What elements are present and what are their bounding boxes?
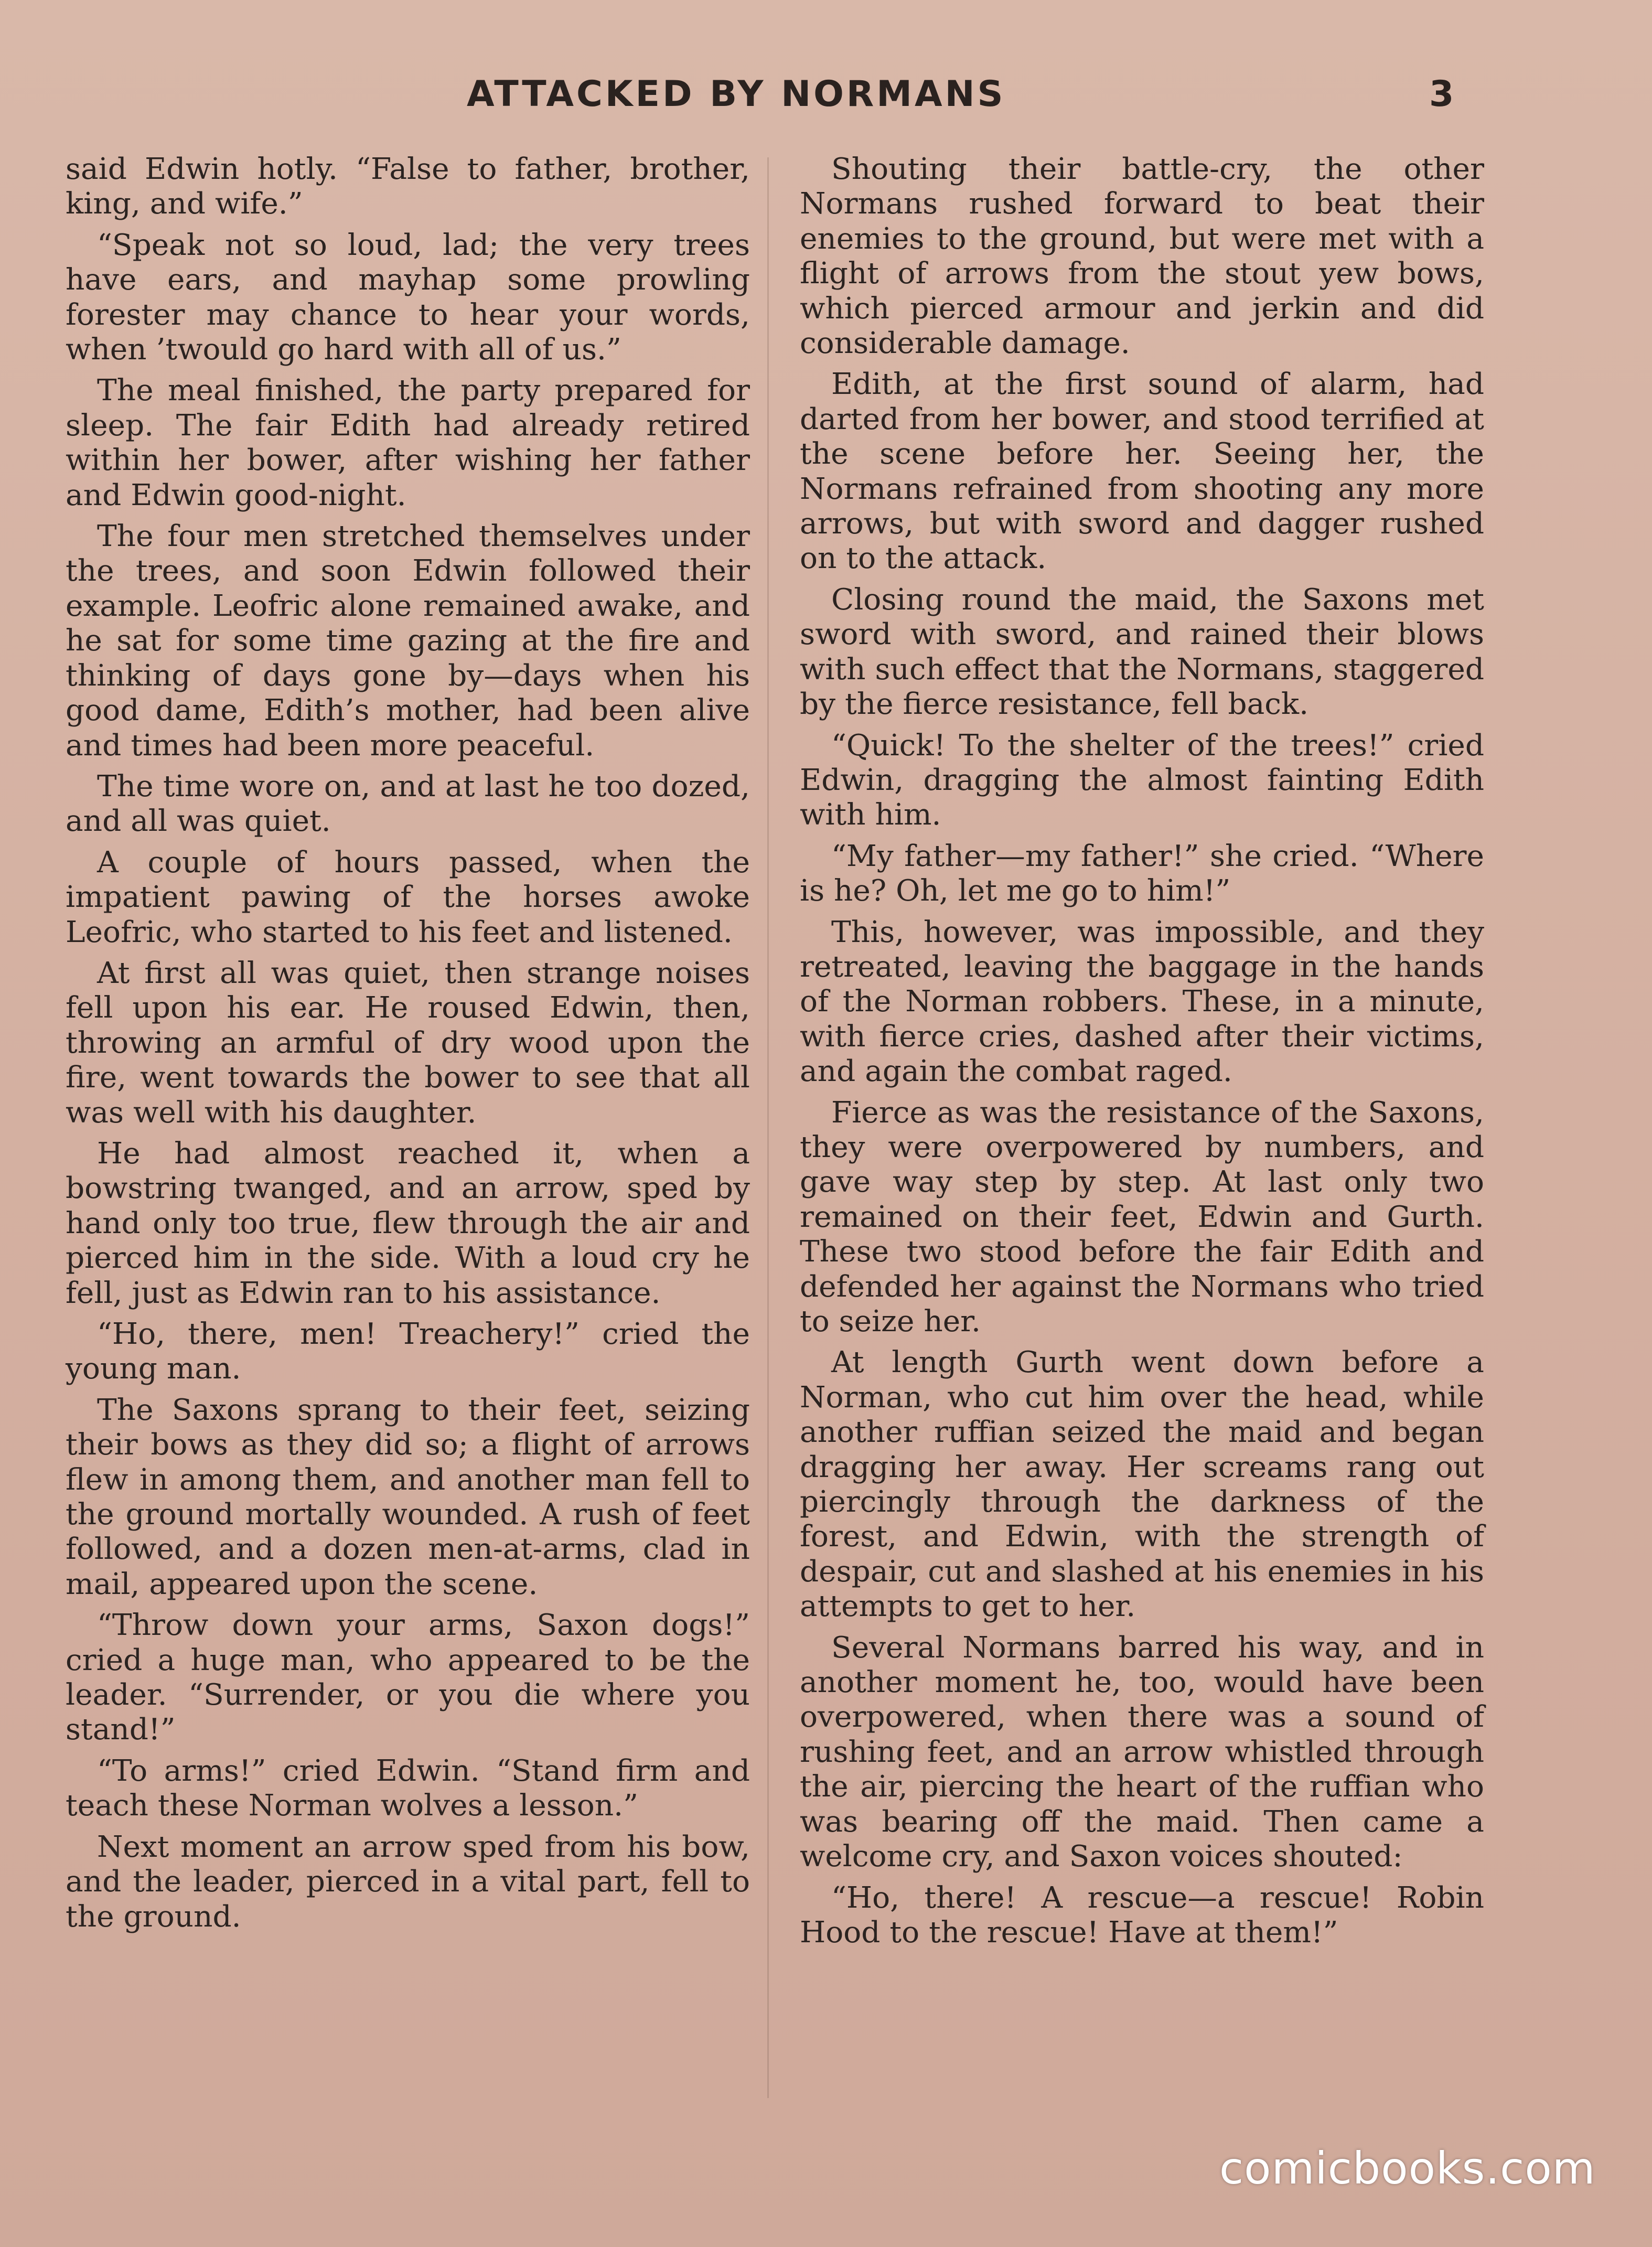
paragraph: “My father—my father!” she cried. “Where is he? Oh, let me go to him!” [800, 839, 1484, 908]
paragraph: The Saxons sprang to their feet, seizing their bows as they did so; a flight of arrows flew in among them, and another man fell to the ground mortally wounded. A rush of feet followed, and a dozen men-at-arms, clad in mail, appeared upon the scene. [66, 1393, 750, 1601]
paragraph: The meal finished, the party prepared for sleep. The fair Edith had already retired within her bower, after wishing her father and Edwin good-night. [66, 373, 750, 512]
column-divider [767, 157, 769, 2098]
page-number: 3 [1429, 73, 1454, 115]
paragraph: Shouting their battle-cry, the other Normans rushed forward to beat their enemies to the ground, but were met with a flight of arrows from the stout yew bows, which pierced armour and jerkin and did considerable damage. [800, 152, 1484, 361]
paragraph: This, however, was impossible, and they retreated, leaving the baggage in the hands of the Norman robbers. These, in a minute, with fierce cries, dashed after their victims, and again the combat raged. [800, 915, 1484, 1089]
paragraph: He had almost reached it, when a bowstring twanged, and an arrow, sped by hand only too true, flew through the air and pierced him in the side. With a loud cry he fell, just as Edwin ran to his assistance. [66, 1136, 750, 1310]
paragraph: The time wore on, and at last he too dozed, and all was quiet. [66, 769, 750, 839]
paragraph: said Edwin hotly. “False to father, brother, king, and wife.” [66, 152, 750, 221]
left-column [66, 152, 750, 2103]
watermark: comicbooks.com [1219, 2143, 1596, 2194]
paragraph: “To arms!” cried Edwin. “Stand firm and teach these Norman wolves a lesson.” [66, 1753, 750, 1823]
paragraph: “Ho, there! A rescue—a rescue! Robin Hood to the rescue! Have at them!” [800, 1880, 1484, 1950]
paragraph: At first all was quiet, then strange noises fell upon his ear. He roused Edwin, then, throwing an armful of dry wood upon the fire, went towards the bower to see that all was well with his daughter. [66, 956, 750, 1130]
paragraph: At length Gurth went down before a Norman, who cut him over the head, while another ruffian seized the maid and began dragging her away. Her screams rang out piercingly through the darkness of the forest, and Edwin, with the strength of despair, cut and slashed at his enemies in his attempts to get to her. [800, 1345, 1484, 1624]
paragraph: Next moment an arrow sped from his bow, and the leader, pierced in a vital part, fell to the ground. [66, 1829, 750, 1934]
page-title: ATTACKED BY NORMANS [467, 73, 1006, 115]
paragraph: Closing round the maid, the Saxons met sword with sword, and rained their blows with such effect that the Normans, staggered by the fierce resistance, fell back. [800, 582, 1484, 722]
paragraph: “Quick! To the shelter of the trees!” cried Edwin, dragging the almost fainting Edith with him. [800, 728, 1484, 832]
paragraph: Fierce as was the resistance of the Saxons, they were overpowered by numbers, and gave way step by step. At last only two remained on their feet, Edwin and Gurth. These two stood before the fair Edith and defended her against the Normans who tried to seize her. [800, 1095, 1484, 1339]
paragraph: Edith, at the first sound of alarm, had darted from her bower, and stood terrified at the scene before her. Seeing her, the Normans refrained from shooting any more arrows, but with sword and dagger rushed on to the attack. [800, 367, 1484, 576]
right-column [800, 152, 1484, 2103]
paragraph: A couple of hours passed, when the impatient pawing of the horses awoke Leofric, who started to his feet and listened. [66, 845, 750, 949]
paragraph: “Speak not so loud, lad; the very trees have ears, and mayhap some prowling forester may chance to hear your words, when ’twould go hard with all of us.” [66, 228, 750, 367]
paragraph: The four men stretched themselves under the trees, and soon Edwin followed their example. Leofric alone remained awake, and he sat for some time gazing at the fire and thinking of days gone by—days when his good dame, Edith’s mother, had been alive and times had been more peaceful. [66, 519, 750, 763]
paragraph: “Throw down your arms, Saxon dogs!” cried a huge man, who appeared to be the leader. “Surrender, or you die where you stand!” [66, 1608, 750, 1747]
paragraph: “Ho, there, men! Treachery!” cried the young man. [66, 1317, 750, 1386]
paragraph: Several Normans barred his way, and in another moment he, too, would have been overpowered, when there was a sound of rushing feet, and an arrow whistled through the air, piercing the heart of the ruffian who was bearing off the maid. Then came a welcome cry, and Saxon voices shouted: [800, 1630, 1484, 1874]
running-head [0, 73, 1652, 131]
